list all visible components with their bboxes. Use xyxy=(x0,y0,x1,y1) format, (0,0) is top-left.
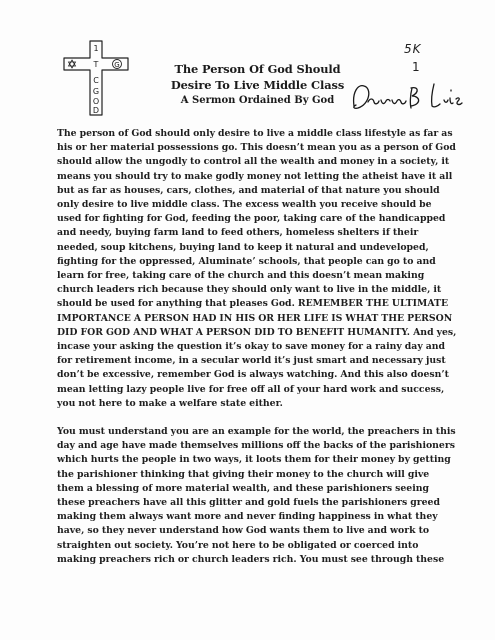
signature-drawing xyxy=(348,78,468,118)
title-block xyxy=(150,62,365,108)
sermon-body xyxy=(57,127,457,581)
paragraph-1 xyxy=(57,127,457,411)
document-title-line-1: The Person Of God Should xyxy=(174,62,341,76)
paragraph-1-part-1: The person of God should only desire to live a middle class lifestyle as far as his or her material possessions go. This doesn’t mean you as a person of God should allow the ungodly to control all the wealth and money in a society, it means you should try to make godly money not letting the atheist have it all but as far as houses, cars, clothes, and material of that nature you should only desire to live middle class. The excess wealth you receive should be used for fighting for God, feeding the poor, taking care of the handicapped and needy, buying farm land to feed others, homeless shelters if their needed, soup kitchens, buying land to keep it natural and undeveloped, fighting for the oppressed, Aluminate’ schools, that people can go to and learn for free, taking care of the church and this doesn’t mean making church leaders rich because they should only want to live in the middle, it should be used for anything that pleases God. xyxy=(57,128,456,310)
cross-letter-o: O xyxy=(92,97,100,106)
signature-icon xyxy=(348,78,468,122)
document-header xyxy=(0,0,495,120)
cross-letter-d: D xyxy=(92,106,100,115)
cross-letter-1: 1 xyxy=(93,44,99,53)
handwritten-code: 5K xyxy=(404,42,422,56)
paragraph-2: You must understand you are an example for the world, the preachers in this day and age have made themselves millions off the backs of the parishioners which hurts the people in two ways, it loots them for their money by getting the parishioner thinking that giving their money to the church will give them a blessing of more material wealth, and these parishioners seeing these preachers have all this glitter and gold fuels the parishioners greed making them always want more and never finding happiness in what they have, so they never understand how God wants them to live and work to straighten out society. You’re not here to be obligated or coerced into making preachers rich or church leaders rich. You must see through these xyxy=(57,426,456,565)
cross-letter-g: G xyxy=(92,87,100,96)
cross-letter-g-ring: G xyxy=(114,61,120,69)
cross-letter-t: T xyxy=(93,60,99,69)
cross-letter-c: C xyxy=(93,76,99,85)
paragraph-1-part-2: And yes, incase your asking the question it’s okay to save money for a rainy day and for retirement income, in a secular world it’s just smart and necessary just don’t be excessive, remember God is always watching. And this also doesn’t mean letting lazy people live for free off all of your hard work and success, you not here to make a welfare state either. xyxy=(57,326,457,409)
handwritten-number: 1 xyxy=(412,60,420,74)
star-icon xyxy=(69,60,76,68)
paragraph-1-emphasis: REMEMBER THE ULTIMATE IMPORTANCE A PERSON HAD IN HIS OR HER LIFE IS WHAT THE PERSON DID FOR GOD AND WHAT A PERSON DID TO BENEFIT HUMANITY. xyxy=(57,298,453,338)
cross-icon xyxy=(60,38,132,122)
document-title-line-2: Desire To Live Middle Class xyxy=(170,77,345,92)
cross-drawing xyxy=(60,38,132,118)
document-subtitle: A Sermon Ordained By God xyxy=(180,95,335,106)
